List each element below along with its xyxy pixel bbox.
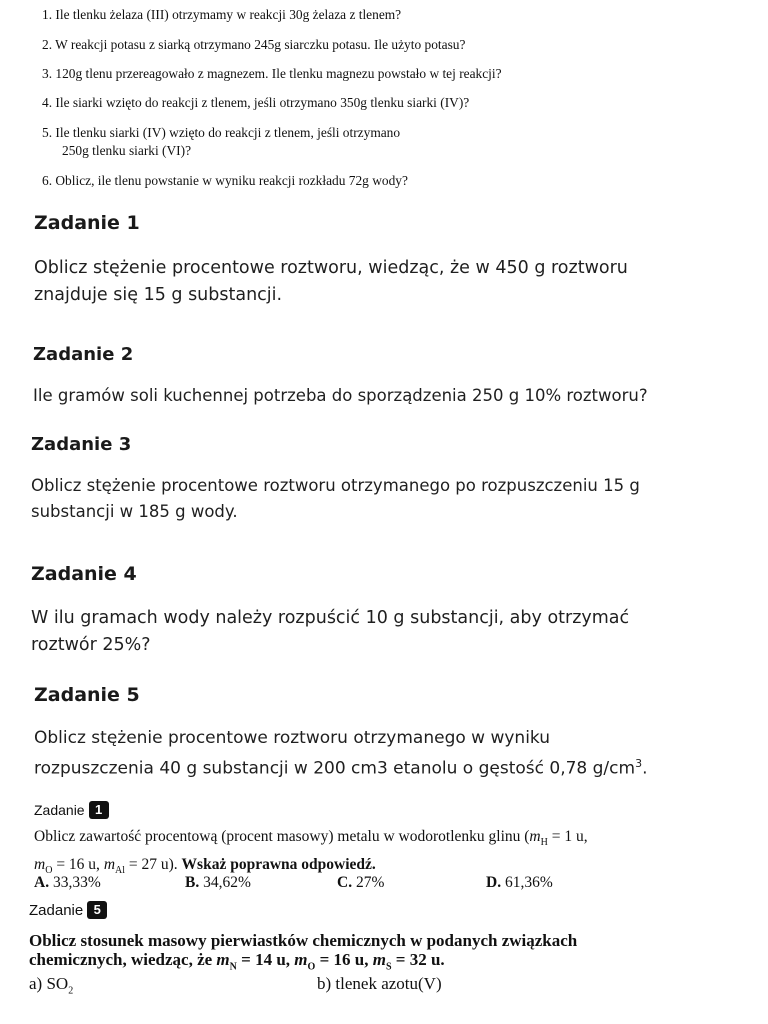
subscript-al: Al: [115, 865, 126, 877]
task-3-text: [31, 473, 640, 525]
superscript: 3: [635, 757, 643, 770]
block-b-header: [29, 901, 107, 919]
subscript-h: H: [540, 837, 548, 849]
answer-c[interactable]: [337, 872, 384, 894]
task-1-line-2: znajduje się 15 g substancji.: [34, 285, 283, 305]
block-a-line-1: [34, 826, 588, 854]
question-2: 2. W reakcji potasu z siarką otrzymano 245g siarczku potasu. Ile użyto potasu?: [42, 37, 466, 52]
subscript-o: O: [45, 865, 53, 877]
task-1-text: [34, 255, 628, 309]
mass-s-value: = 32 u.: [391, 950, 445, 969]
block-b-subtask-b: b) tlenek azotu(V): [317, 974, 442, 993]
block-a-label: Zadanie: [34, 802, 85, 818]
block-b-line-2-text: chemicznych, wiedząc, że: [29, 950, 217, 969]
block-b-number-badge: 5: [87, 901, 107, 919]
mass-o-value: = 16 u,: [315, 950, 373, 969]
question-6: 6. Oblicz, ile tlenu powstanie w wyniku reakcji rozkładu 72g wody?: [42, 173, 408, 188]
mass-symbol: m: [216, 950, 230, 969]
subscript-n: N: [229, 961, 237, 973]
question-4: 4. Ile siarki wzięto do reakcji z tlenem, jeśli otrzymano 350g tlenku siarki (IV)?: [42, 95, 470, 110]
block-a-header: [34, 801, 109, 819]
task-5-line-2-text: rozpuszczenia 40 g substancji w 200 cm3 etanolu o gęstość 0,78 g/cm: [34, 758, 636, 779]
task-2-title: Zadanie 2: [33, 344, 134, 365]
mass-n-value: = 14 u,: [236, 950, 295, 969]
block-a-line-1-text: Oblicz zawartość procentową (procent masowy) metalu w wodorotlenku glinu (: [34, 828, 530, 845]
answer-a-value: 33,33%: [49, 874, 101, 891]
task-2-line-1: Ile gramów soli kuchennej potrzeba do sporządzenia 250 g 10% roztworu?: [33, 386, 648, 405]
question-5: 5. Ile tlenku siarki (IV) wzięto do reakcji z tlenem, jeśli otrzymano: [42, 125, 401, 140]
question-1: 1. Ile tlenku żelaza (III) otrzymamy w reakcji 30g żelaza z tlenem?: [42, 7, 402, 22]
mass-symbol: m: [372, 950, 386, 969]
task-5-line-1: Oblicz stężenie procentowe roztworu otrzymanego w wyniku: [34, 728, 551, 748]
task-2-text: [33, 382, 648, 409]
subscript-o: O: [307, 961, 316, 973]
mass-symbol: m: [103, 856, 116, 874]
task-4-line-2: roztwór 25%?: [31, 635, 151, 655]
answer-a-letter: A.: [34, 874, 50, 891]
task-4-line-1: W ilu gramach wody należy rozpuścić 10 g substancji, aby otrzymać: [31, 608, 630, 628]
answer-d-letter: D.: [486, 874, 502, 891]
task-3-line-1: Oblicz stężenie procentowe roztworu otrzymanego po rozpuszczeniu 15 g: [31, 476, 640, 495]
task-4-title: Zadanie 4: [31, 563, 137, 585]
subtask-a-label: a) SO: [29, 974, 69, 993]
task-5-text: [34, 725, 647, 782]
mass-symbol: m: [529, 828, 541, 845]
answer-c-value: 27%: [352, 874, 385, 891]
mass-o-value: = 16 u,: [52, 856, 104, 874]
block-a-number-badge: 1: [89, 801, 109, 819]
block-b-subtask-a: [29, 974, 73, 996]
task-1-line-1: Oblicz stężenie procentowe roztworu, wiedząc, że w 450 g roztworu: [34, 258, 628, 278]
block-b-label: Zadanie: [29, 902, 84, 919]
task-3-title: Zadanie 3: [31, 434, 132, 455]
task-5-line-2: [34, 751, 647, 782]
period: .: [642, 758, 648, 779]
mass-symbol: m: [294, 950, 308, 969]
answer-b-value: 34,62%: [199, 874, 251, 891]
answer-b-letter: B.: [185, 874, 200, 891]
subscript-s: S: [385, 961, 392, 973]
answer-a[interactable]: [34, 872, 101, 894]
mass-symbol: m: [34, 856, 46, 874]
answer-d[interactable]: [486, 872, 553, 894]
block-b-question: [29, 931, 577, 976]
question-5-continuation: 250g tlenku siarki (VI)?: [62, 143, 192, 158]
answer-c-letter: C.: [337, 874, 353, 891]
task-4-text: [31, 605, 629, 659]
mass-al-value: = 27 u).: [125, 856, 182, 874]
answer-b[interactable]: [185, 872, 251, 894]
task-5-title: Zadanie 5: [34, 684, 140, 706]
task-1-title: Zadanie 1: [34, 212, 140, 234]
mass-h-value: = 1 u,: [547, 828, 588, 845]
task-3-line-2: substancji w 185 g wody.: [31, 502, 238, 521]
instruction-bold: Wskaż poprawna odpowiedź.: [181, 856, 376, 874]
subscript-2: 2: [68, 985, 74, 997]
question-3: 3. 120g tlenu przereagowało z magnezem. Ile tlenku magnezu powstało w tej reakcji?: [42, 66, 502, 81]
answer-d-value: 61,36%: [501, 874, 553, 891]
block-b-line-2: [29, 950, 577, 976]
block-b-line-1: Oblicz stosunek masowy pierwiastków chemicznych w podanych związkach: [29, 931, 578, 950]
